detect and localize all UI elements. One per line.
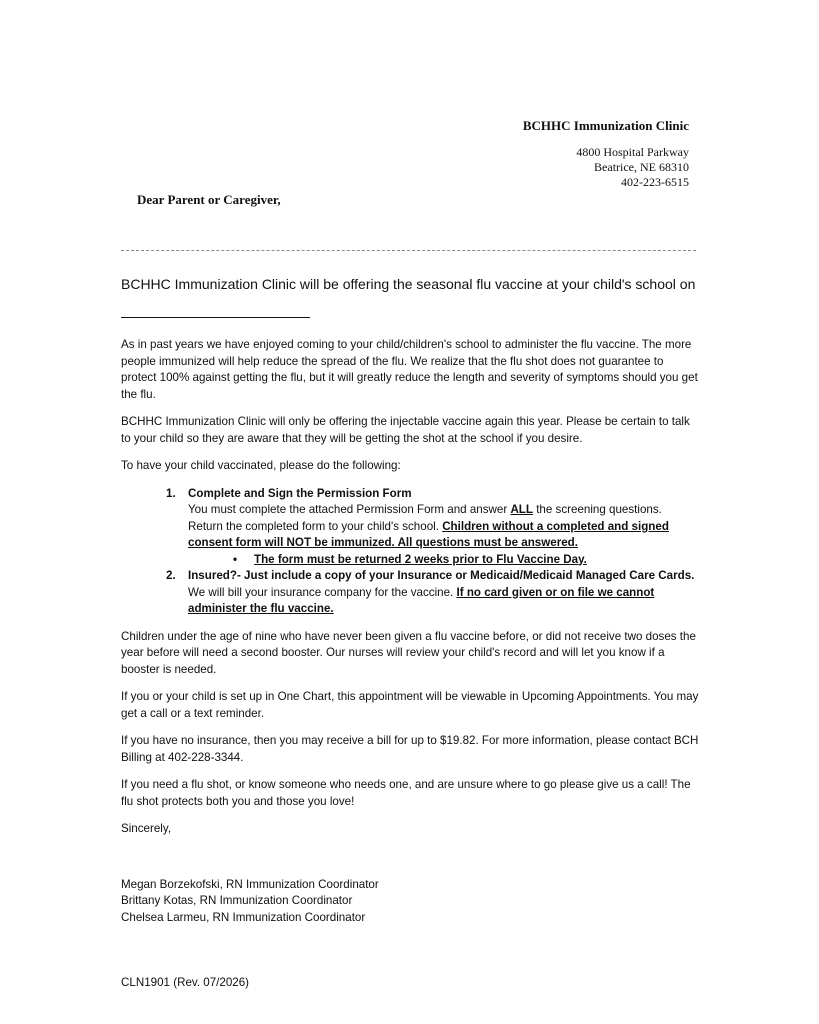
clinic-name-heading: BCHHC Immunization Clinic xyxy=(522,118,689,133)
step-text-b: the screening questions. Return the completed form to your child's school. xyxy=(188,503,662,533)
signature-line: Megan Borzekofski, RN Immunization Coordinator xyxy=(121,877,379,891)
steps-list xyxy=(121,486,699,618)
step-text-a: You must complete the attached Permission Form and answer xyxy=(188,503,511,516)
deadline-text: The form must be returned 2 weeks prior to Flu Vaccine Day. xyxy=(254,552,587,566)
all-emphasis: ALL xyxy=(510,503,533,516)
signature-line: Brittany Kotas, RN Immunization Coordinator xyxy=(121,894,353,907)
closing: Sincerely, xyxy=(121,822,172,835)
intro-sentence: BCHHC Immunization Clinic will be offering the seasonal flu vaccine at your child's school on xyxy=(121,276,696,292)
paragraph-one-chart: If you or your child is set up in One Chart, this appointment will be viewable in Upcoming Appointments. You may get a call or a text reminder. xyxy=(121,690,699,720)
step-text xyxy=(188,502,699,552)
step-title: Insured?- Just include a copy of your Insurance or Medicaid/Medicaid Managed Care Cards. xyxy=(188,569,695,582)
signature-block xyxy=(121,877,699,927)
greeting: Dear Parent or Caregiver, xyxy=(137,192,281,207)
consent-warning: Children without a completed and signed consent form will NOT be immunized. All questions must be answered. xyxy=(188,519,669,549)
step-permission-form xyxy=(121,486,699,569)
paragraph-injectable: BCHHC Immunization Clinic will only be offering the injectable vaccine again this year. Please be certain to talk to your child so they are aware that they will be getting the shot at the school if you desire. xyxy=(121,415,690,445)
deadline-bullet xyxy=(188,552,699,569)
step-text xyxy=(188,568,699,618)
paragraph-past-years: As in past years we have enjoyed coming to your child/children's school to administer the flu vaccine. The more people immunized will help reduce the spread of the flu. We realize that the flu shot does not guarantee to protect 100% against getting the flu, but it will greatly reduce the length and severity of symptoms should you get the flu. xyxy=(121,338,698,401)
step-insurance-text: We will bill your insurance company for the vaccine. xyxy=(188,585,454,599)
paragraph-billing: If you have no insurance, then you may receive a bill for up to $19.82. For more information, please contact BCH Billing at 402-228-3344. xyxy=(121,734,699,764)
step-insurance xyxy=(121,568,699,618)
step-number: 1. xyxy=(166,486,176,500)
insurance-warning: If no card given or on file we cannot administer the flu vaccine. xyxy=(188,585,655,615)
clinic-phone: 402-223-6515 xyxy=(621,175,689,189)
step-title: Complete and Sign the Permission Form xyxy=(188,486,412,500)
paragraph-instructions: To have your child vaccinated, please do the following: xyxy=(121,459,401,472)
date-blank-line xyxy=(121,317,310,318)
letter-body xyxy=(121,337,699,926)
dashed-divider xyxy=(121,250,696,251)
paragraph-booster: Children under the age of nine who have never been given a flu vaccine before, or did not receive two doses the year before will need a second booster. Our nurses will review your child's record and will let you know if a booster is needed. xyxy=(121,629,696,676)
form-revision-footer: CLN1901 (Rev. 07/2026) xyxy=(121,976,250,989)
clinic-address xyxy=(576,145,689,190)
address-line-1: 4800 Hospital Parkway xyxy=(576,145,689,159)
step-number: 2. xyxy=(166,569,176,582)
signature-line: Chelsea Larmeu, RN Immunization Coordinator xyxy=(121,910,366,924)
bullet-dot: • xyxy=(233,552,238,566)
address-line-2: Beatrice, NE 68310 xyxy=(594,160,689,174)
paragraph-call-us: If you need a flu shot, or know someone who needs one, and are unsure where to go please give us a call! The flu shot protects both you and those you love! xyxy=(121,778,691,808)
